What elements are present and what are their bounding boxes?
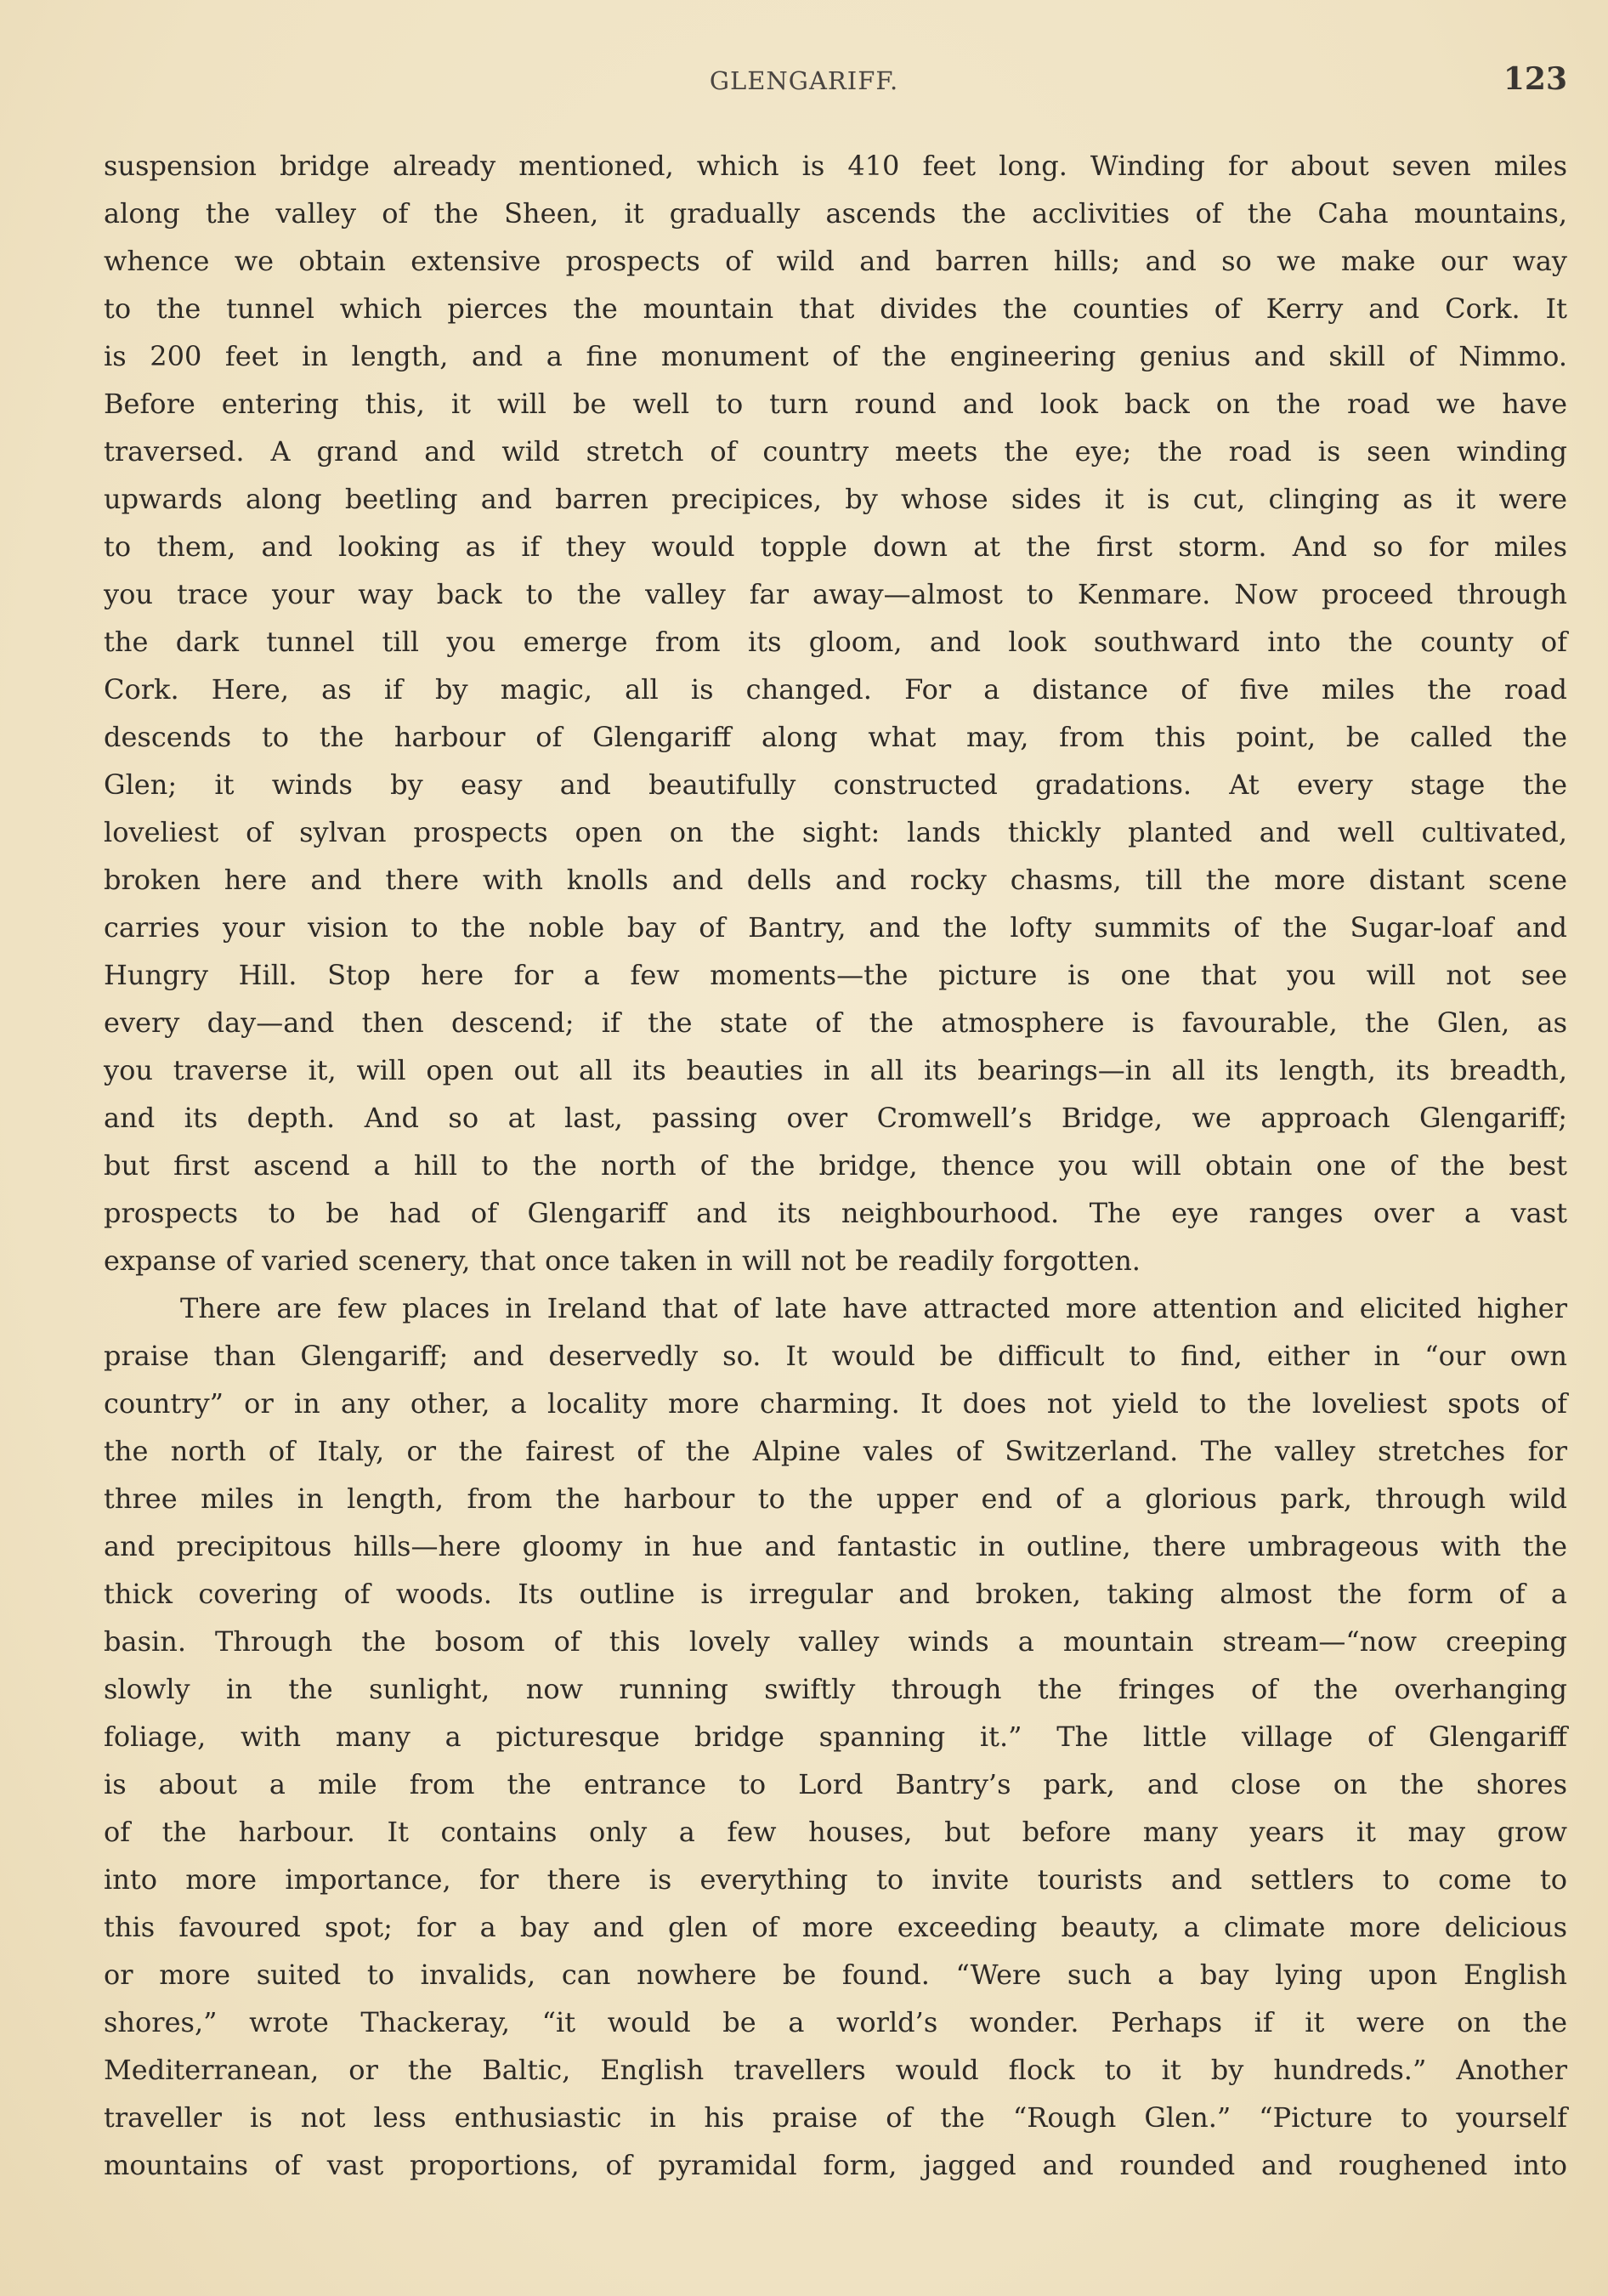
- text-line: carries your vision to the noble bay of Bantry, and the lofty summits of the Sugar-loaf and: [104, 911, 1567, 944]
- text-line: every day—and then descend; if the state of the atmosphere is favourable, the Glen, as: [104, 1006, 1567, 1039]
- running-title: GLENGARIFF.: [709, 66, 899, 95]
- text-line: shores,” wrote Thackeray, “it would be a world’s wonder. Perhaps if it were on the: [104, 2006, 1567, 2038]
- text-line: or more suited to invalids, can nowhere be found. “Were such a bay lying upon English: [104, 1959, 1567, 1991]
- text-line: of the harbour. It contains only a few houses, but before many years it may grow: [104, 1816, 1567, 1848]
- text-line: the north of Italy, or the fairest of the Alpine vales of Switzerland. The valley stretches for: [104, 1435, 1567, 1467]
- text-line: but first ascend a hill to the north of the bridge, thence you will obtain one of the best: [104, 1149, 1567, 1182]
- text-line: prospects to be had of Glengariff and its neighbourhood. The eye ranges over a vast: [104, 1197, 1567, 1229]
- page-number: 123: [1503, 61, 1567, 97]
- text-line: along the valley of the Sheen, it gradually ascends the acclivities of the Caha mountains,: [104, 197, 1567, 230]
- paragraph-2: [104, 1284, 1567, 2189]
- text-line: traveller is not less enthusiastic in his praise of the “Rough Glen.” “Picture to yourself: [104, 2101, 1567, 2134]
- text-line: mountains of vast proportions, of pyramidal form, jagged and rounded and roughened into: [104, 2149, 1567, 2181]
- text-line: is 200 feet in length, and a fine monument of the engineering genius and skill of Nimmo.: [104, 340, 1567, 372]
- text-line: There are few places in Ireland that of late have attracted more attention and elicited higher: [180, 1292, 1567, 1324]
- text-line: the dark tunnel till you emerge from its gloom, and look southward into the county of: [104, 626, 1567, 658]
- running-head: [0, 58, 1608, 109]
- text-line: slowly in the sunlight, now running swiftly through the fringes of the overhanging: [104, 1673, 1567, 1705]
- text-line: praise than Glengariff; and deservedly so. It would be difficult to find, either in “our own: [104, 1340, 1567, 1372]
- text-line: descends to the harbour of Glengariff along what may, from this point, be called the: [104, 721, 1567, 753]
- text-line: to them, and looking as if they would topple down at the first storm. And so for miles: [104, 530, 1567, 563]
- text-line: Before entering this, it will be well to turn round and look back on the road we have: [104, 388, 1567, 420]
- text-line: suspension bridge already mentioned, which is 410 feet long. Winding for about seven miles: [104, 150, 1567, 182]
- text-line: country” or in any other, a locality more charming. It does not yield to the loveliest spots of: [104, 1387, 1567, 1420]
- text-line: upwards along beetling and barren precipices, by whose sides it is cut, clinging as it were: [104, 483, 1567, 515]
- text-line: this favoured spot; for a bay and glen of more exceeding beauty, a climate more delicious: [104, 1911, 1567, 1943]
- text-line: and precipitous hills—here gloomy in hue and fantastic in outline, there umbrageous with the: [104, 1530, 1567, 1562]
- text-line: traversed. A grand and wild stretch of country meets the eye; the road is seen winding: [104, 435, 1567, 468]
- text-line: three miles in length, from the harbour to the upper end of a glorious park, through wild: [104, 1482, 1567, 1515]
- body-text: [104, 142, 1567, 2189]
- text-line: to the tunnel which pierces the mountain that divides the counties of Kerry and Cork. It: [104, 292, 1567, 325]
- text-line: basin. Through the bosom of this lovely valley winds a mountain stream—“now creeping: [104, 1625, 1567, 1658]
- text-line: Glen; it winds by easy and beautifully constructed gradations. At every stage the: [104, 768, 1567, 801]
- text-line: broken here and there with knolls and dells and rocky chasms, till the more distant scene: [104, 864, 1567, 896]
- text-line: and its depth. And so at last, passing over Cromwell’s Bridge, we approach Glengariff;: [104, 1102, 1567, 1134]
- text-line: expanse of varied scenery, that once taken in will not be readily forgotten.: [104, 1244, 1141, 1277]
- text-line: Mediterranean, or the Baltic, English travellers would flock to it by hundreds.” Another: [104, 2054, 1567, 2086]
- text-line: Cork. Here, as if by magic, all is changed. For a distance of five miles the road: [104, 673, 1567, 706]
- text-line: foliage, with many a picturesque bridge spanning it.” The little village of Glengariff: [104, 1721, 1567, 1753]
- text-line: thick covering of woods. Its outline is irregular and broken, taking almost the form of a: [104, 1578, 1567, 1610]
- text-line: Hungry Hill. Stop here for a few moments—the picture is one that you will not see: [104, 959, 1567, 991]
- paragraph-1: [104, 142, 1567, 1284]
- text-line: you trace your way back to the valley far away—almost to Kenmare. Now proceed through: [104, 578, 1567, 610]
- text-line: into more importance, for there is everything to invite tourists and settlers to come to: [104, 1863, 1567, 1896]
- text-line: loveliest of sylvan prospects open on the sight: lands thickly planted and well cultivated,: [104, 816, 1567, 848]
- text-line: whence we obtain extensive prospects of wild and barren hills; and so we make our way: [104, 245, 1567, 277]
- text-line: you traverse it, will open out all its beauties in all its bearings—in all its length, its breadth,: [104, 1054, 1567, 1086]
- text-line: is about a mile from the entrance to Lord Bantry’s park, and close on the shores: [104, 1768, 1567, 1800]
